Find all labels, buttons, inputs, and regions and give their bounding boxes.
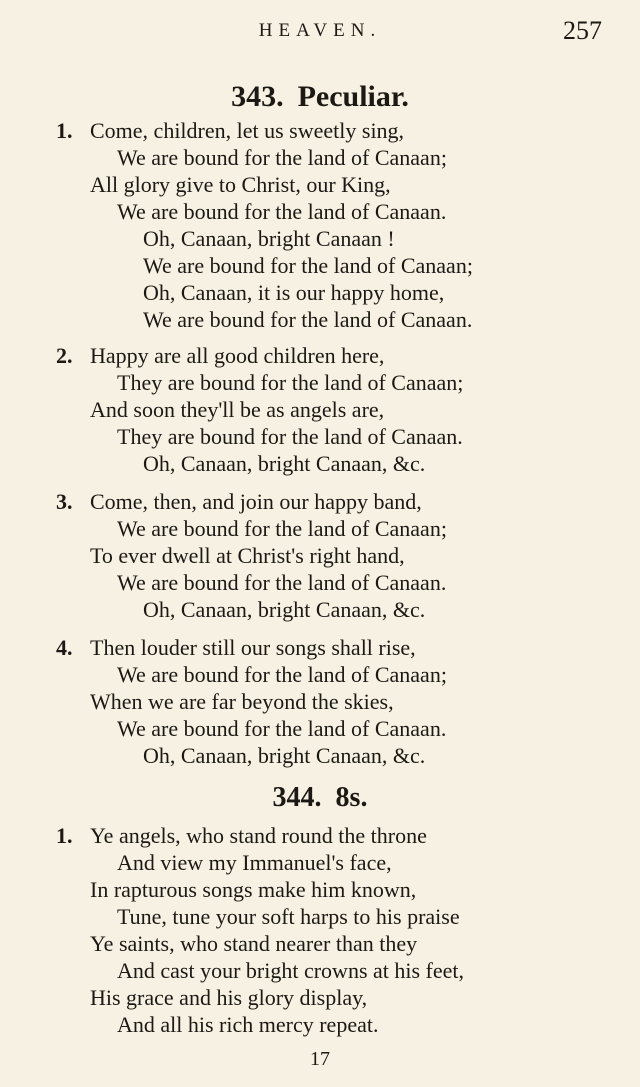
verse-line: Ye angels, who stand round the throne	[90, 823, 427, 848]
verse-line: We are bound for the land of Canaan.	[117, 716, 447, 741]
verse-line: We are bound for the land of Canaan.	[143, 307, 473, 332]
hymn-meter: Peculiar.	[297, 80, 409, 113]
verse-line: They are bound for the land of Canaan;	[117, 370, 464, 395]
verse-line: Come, children, let us sweetly sing,	[90, 118, 405, 143]
verse-number: 1.	[56, 823, 73, 848]
verse-number: 2.	[56, 343, 73, 368]
hymn-344-heading	[0, 782, 640, 814]
verse-line: And soon they'll be as angels are,	[90, 397, 385, 422]
verse-line: To ever dwell at Christ's right hand,	[90, 543, 405, 568]
verse-number: 4.	[56, 635, 73, 660]
running-head	[0, 18, 640, 48]
verse-line: Oh, Canaan, it is our happy home,	[143, 280, 445, 305]
verse-line: Oh, Canaan, bright Canaan, &c.	[143, 451, 426, 476]
verse-number: 3.	[56, 489, 73, 514]
verse-line: Tune, tune your soft harps to his praise	[117, 904, 460, 929]
hymn-343-heading	[0, 80, 640, 114]
verse-line: Oh, Canaan, bright Canaan !	[143, 226, 395, 251]
verse-line: Happy are all good children here,	[90, 343, 385, 368]
verse-line: In rapturous songs make him known,	[90, 877, 417, 902]
page-number: 257	[563, 16, 602, 45]
verse-line: Oh, Canaan, bright Canaan, &c.	[143, 597, 426, 622]
verse-line: We are bound for the land of Canaan.	[117, 570, 447, 595]
verse-line: His grace and his glory display,	[90, 985, 368, 1010]
verse-line: All glory give to Christ, our King,	[90, 172, 391, 197]
verse-line: Ye saints, who stand nearer than they	[90, 931, 418, 956]
verse-line: They are bound for the land of Canaan.	[117, 424, 463, 449]
hymn-meter: 8s.	[335, 782, 368, 813]
verse-line: Then louder still our songs shall rise,	[90, 635, 416, 660]
verse-line: And view my Immanuel's face,	[117, 850, 392, 875]
verse-line: We are bound for the land of Canaan;	[117, 145, 447, 170]
verse-line: When we are far beyond the skies,	[90, 689, 394, 714]
verse-line: And cast your bright crowns at his feet,	[117, 958, 465, 983]
verse-line: Oh, Canaan, bright Canaan, &c.	[143, 743, 426, 768]
verse-line: We are bound for the land of Canaan.	[117, 199, 447, 224]
hymn-number: 343.	[231, 80, 284, 113]
verse-number: 1.	[56, 118, 73, 143]
verse-line: We are bound for the land of Canaan;	[117, 662, 447, 687]
verse-line: And all his rich mercy repeat.	[117, 1012, 379, 1037]
verse-line: We are bound for the land of Canaan;	[117, 516, 447, 541]
running-title: HEAVEN.	[258, 20, 382, 41]
hymn-number: 344.	[272, 782, 322, 813]
verse-line: We are bound for the land of Canaan;	[143, 253, 473, 278]
verse-line: Come, then, and join our happy band,	[90, 489, 422, 514]
signature-mark: 17	[310, 1048, 330, 1070]
